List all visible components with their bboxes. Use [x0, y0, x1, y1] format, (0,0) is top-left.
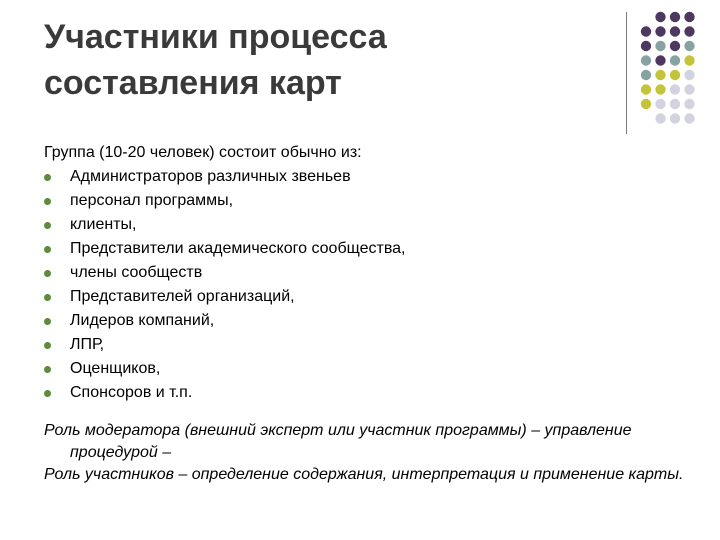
- bullet-icon: [44, 222, 51, 229]
- list-item: [44, 285, 684, 309]
- moderator-role-note: Роль модератора (внешний эксперт или участник программы) – управление процедурой –: [44, 422, 632, 461]
- bullet-icon: [44, 198, 51, 205]
- slide-title: [44, 14, 604, 106]
- title-line-2: составления карт: [44, 64, 342, 102]
- list-item: [44, 381, 684, 405]
- decorative-dot: [641, 70, 651, 80]
- list-item: [44, 333, 684, 357]
- list-item-text: клиенты,: [70, 216, 137, 233]
- decorative-dot: [684, 113, 694, 123]
- list-item-text: Оценщиков,: [70, 360, 161, 377]
- bullet-icon: [44, 366, 51, 373]
- decorative-dot: [670, 70, 680, 80]
- decorative-dot: [670, 84, 680, 94]
- decorative-dot: [670, 41, 680, 51]
- list-item: [44, 165, 684, 189]
- list-item-text: Администраторов различных звеньев: [70, 168, 351, 185]
- bullet-icon: [44, 174, 51, 181]
- bullet-icon: [44, 390, 51, 397]
- decorative-dot: [670, 12, 680, 22]
- decorative-dot: [655, 26, 665, 36]
- list-item: [44, 237, 684, 261]
- decorative-dot: [641, 99, 651, 109]
- decorative-dot: [670, 99, 680, 109]
- list-item: [44, 261, 684, 285]
- bullet-icon: [44, 294, 51, 301]
- decorative-dot: [655, 113, 665, 123]
- bullet-icon: [44, 270, 51, 277]
- bullet-icon: [44, 318, 51, 325]
- decorative-dot: [641, 41, 651, 51]
- decorative-dot: [684, 41, 694, 51]
- decorative-dot: [655, 70, 665, 80]
- participant-list: [44, 165, 684, 405]
- slide-body: [44, 141, 684, 486]
- decorative-dot: [641, 84, 651, 94]
- divider-line: [626, 12, 627, 134]
- decorative-dot: [670, 113, 680, 123]
- decorative-dot: [641, 26, 651, 36]
- list-item-text: Спонсоров и т.п.: [70, 384, 193, 401]
- decorative-dot: [655, 84, 665, 94]
- list-item: [44, 309, 684, 333]
- list-item-text: Лидеров компаний,: [70, 312, 215, 329]
- list-item-text: Представителей организаций,: [70, 288, 295, 305]
- list-item-text: персонал программы,: [70, 192, 234, 209]
- decorative-dot: [684, 70, 694, 80]
- decorative-dot: [641, 55, 651, 65]
- list-item: [44, 189, 684, 213]
- participants-role-note: Роль участников – определение содержания, интерпретация и применение карты.: [44, 466, 684, 483]
- list-item-text: ЛПР,: [70, 336, 105, 353]
- list-item-text: Представители академического сообщества,: [70, 240, 406, 257]
- decorative-dot: [684, 99, 694, 109]
- intro-text: Группа (10-20 человек) состоит обычно из:: [44, 144, 362, 161]
- list-item: [44, 357, 684, 381]
- bullet-icon: [44, 342, 51, 349]
- decorative-dot: [670, 55, 680, 65]
- decorative-dot: [684, 55, 694, 65]
- decorative-dot: [684, 12, 694, 22]
- title-line-1: Участники процесса: [44, 18, 387, 56]
- notes: [44, 420, 684, 486]
- list-item-text: члены сообществ: [70, 264, 203, 281]
- decorative-dot: [655, 12, 665, 22]
- decorative-dot: [655, 41, 665, 51]
- decorative-dot: [670, 26, 680, 36]
- decorative-dot: [684, 84, 694, 94]
- decorative-dot: [684, 26, 694, 36]
- decorative-dot: [655, 55, 665, 65]
- decorative-dot: [655, 99, 665, 109]
- list-item: [44, 213, 684, 237]
- bullet-icon: [44, 246, 51, 253]
